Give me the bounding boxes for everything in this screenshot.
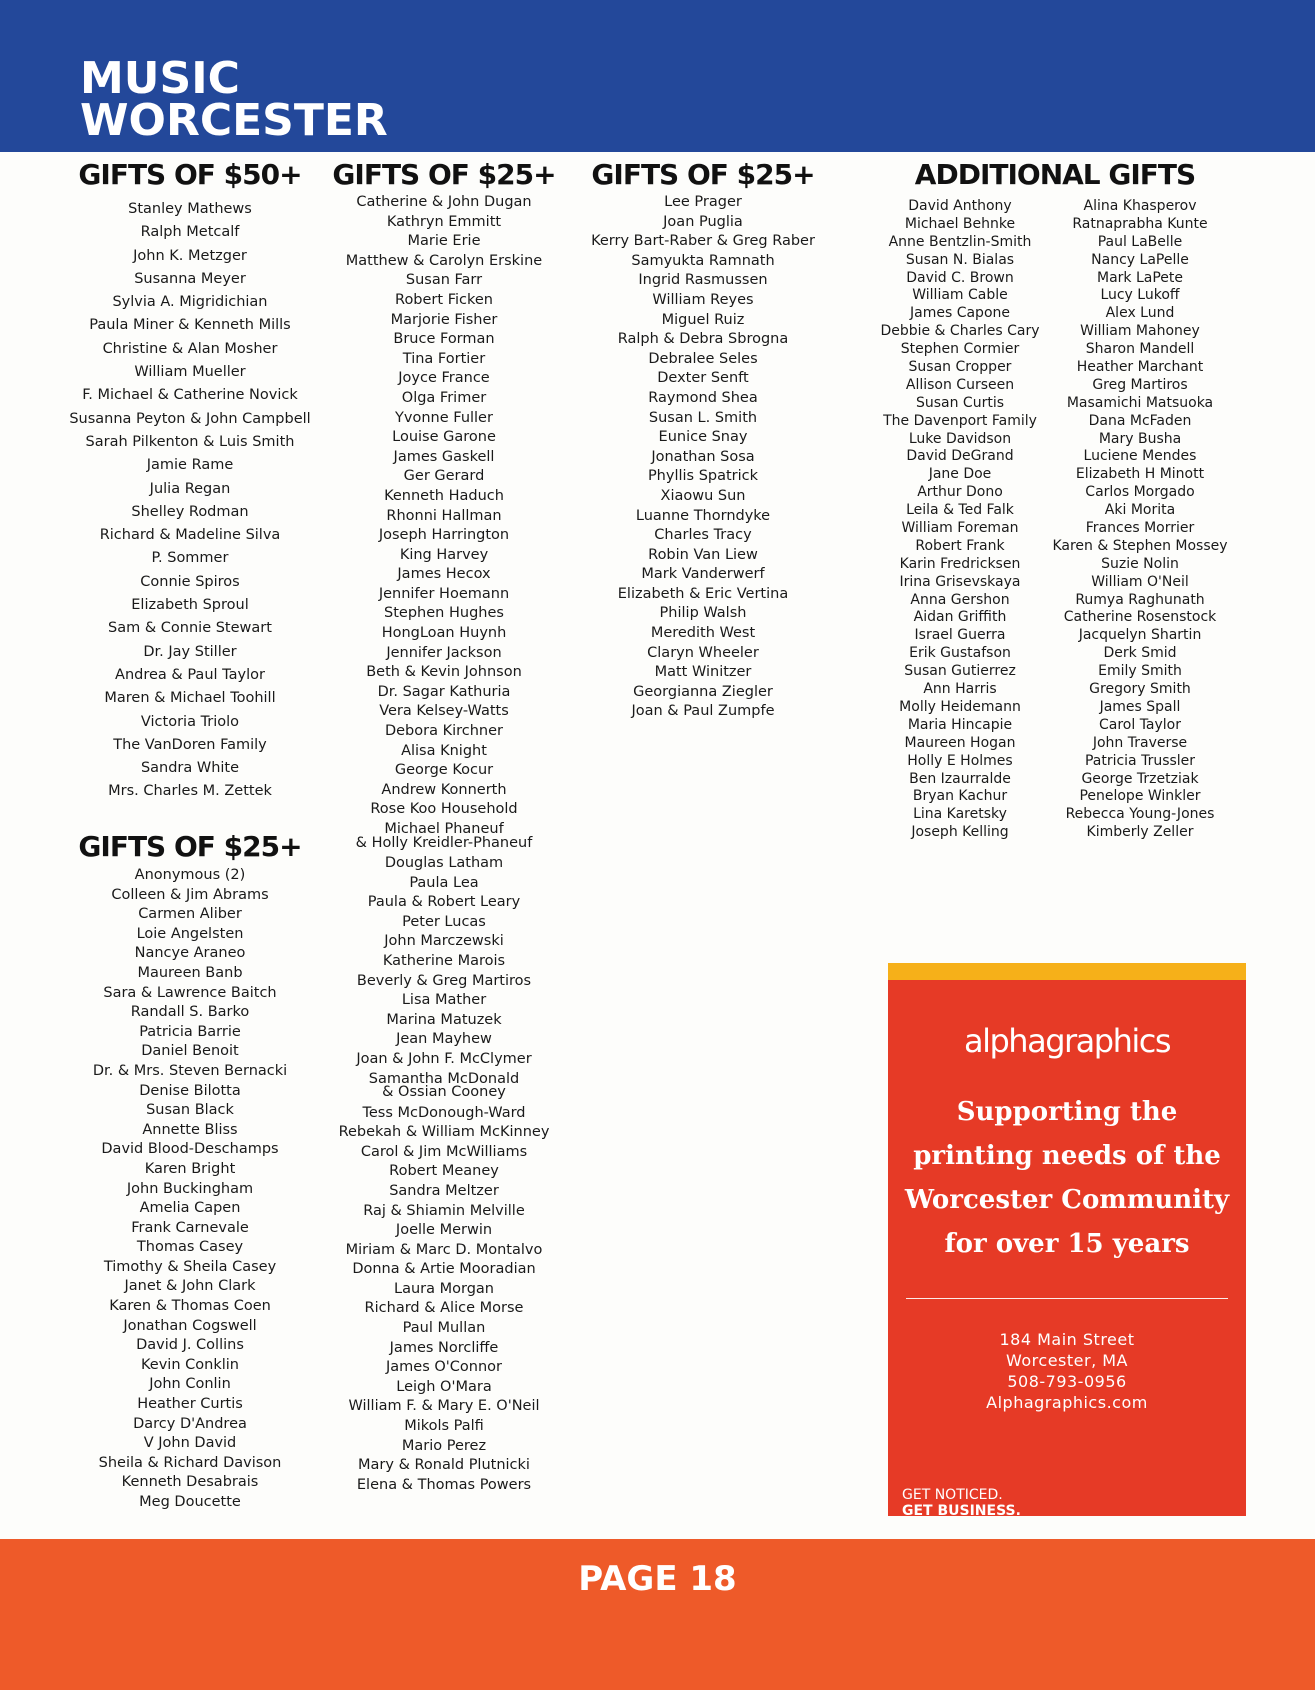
donor-name: Ben Izaurralde (909, 770, 1011, 787)
donor-name: Meg Doucette (139, 1494, 241, 1510)
donor-name: Philip Walsh (659, 605, 747, 622)
donor-name: Sarah Pilkenton & Luis Smith (85, 433, 295, 450)
donor-name: Karen & Thomas Coen (109, 1298, 271, 1315)
donor-name: Mary Busha (1098, 430, 1182, 447)
donor-name: Anonymous (2) (134, 867, 246, 883)
donor-name: Alex Lund (1105, 305, 1175, 322)
donor-name: Joan & Paul Zumpfe (631, 703, 775, 720)
gifts-25-section-b (325, 158, 563, 1495)
donor-name-line: & Holly Kreidler-Phaneuf (355, 834, 533, 851)
donor-name: Joyce France (398, 370, 490, 387)
donor-name: The Davenport Family (883, 412, 1037, 429)
additional-gifts-section (860, 158, 1250, 192)
section-heading: GIFTS OF $50+ (78, 158, 302, 191)
donor-name: Leila & Ted Falk (906, 502, 1014, 519)
donor-name: Ralph & Debra Sbrogna (617, 331, 789, 348)
donor-name: David J. Collins (136, 1337, 244, 1354)
donor-name: Susan N. Bialas (905, 251, 1015, 268)
donor-name: Jonathan Sosa (651, 448, 755, 465)
section-heading: GIFTS OF $25+ (591, 158, 815, 191)
donor-name: Sandra White (140, 760, 240, 777)
donor-name: Susan L. Smith (648, 409, 758, 426)
donor-name: Rebekah & William McKinney (338, 1124, 550, 1141)
donor-name: Heather Curtis (137, 1396, 243, 1413)
donor-name: John K. Metzger (133, 247, 247, 264)
footer-band (0, 1539, 1315, 1690)
donor-name: Karen & Stephen Mossey (1052, 537, 1228, 554)
donor-name: Christine & Alan Mosher (102, 340, 278, 357)
donor-name: Bryan Kachur (912, 788, 1008, 805)
donor-name: Israel Guerra (914, 627, 1006, 644)
donor-name: Shelley Rodman (131, 503, 249, 520)
donor-name: Anne Bentzlin-Smith (888, 233, 1032, 250)
donor-name: Paula & Robert Leary (367, 894, 521, 911)
donor-name: Lisa Mather (401, 992, 487, 1009)
donor-name: Aki Morita (1104, 502, 1176, 519)
donor-name: Joelle Merwin (395, 1222, 493, 1239)
donor-list (1045, 198, 1235, 842)
page-number: PAGE 18 (578, 1559, 737, 1599)
donor-name: Robert Ficken (395, 291, 493, 308)
donor-name: Allison Curseen (905, 376, 1015, 393)
slogan-line1: GET NOTICED. (902, 1487, 1003, 1503)
donor-name: Charles Tracy (654, 527, 752, 544)
donor-name: Mary & Ronald Plutnicki (358, 1457, 530, 1474)
donor-name: Ratnaprabha Kunte (1072, 215, 1208, 232)
donor-name: William Cable (912, 287, 1008, 304)
gifts-50-section (55, 158, 325, 804)
sponsor-tagline (888, 1090, 1246, 1266)
donor-name: Eunice Snay (658, 429, 748, 446)
donor-name: Paul Mullan (402, 1320, 486, 1337)
donor-name: Jane Doe (928, 466, 992, 483)
donor-name: Greg Martiros (1092, 376, 1188, 393)
donor-name: Sheila & Richard Davison (98, 1454, 282, 1471)
donor-name: Alina Khasperov (1083, 198, 1197, 214)
donor-name: HongLoan Huynh (381, 625, 507, 642)
donor-name: Catherine & John Dugan (356, 194, 532, 210)
donor-name: Masamichi Matsuoka (1066, 394, 1214, 411)
sponsor-logo: alphagraphics (963, 1022, 1171, 1060)
donor-name: Derk Smid (1103, 645, 1177, 662)
donor-name: Carlos Morgado (1085, 484, 1195, 501)
donor-name: Susanna Peyton & John Campbell (69, 410, 311, 427)
donor-name: Karen Bright (144, 1160, 236, 1177)
donor-name: Raj & Shiamin Melville (363, 1202, 525, 1219)
donor-name: Molly Heidemann (899, 698, 1021, 715)
donor-name: Tina Fortier (402, 350, 486, 367)
donor-name: Louise Garone (392, 429, 496, 446)
donor-name: King Harvey (399, 546, 489, 563)
donor-name: David Anthony (908, 198, 1012, 214)
donor-name-line: Michael Phaneuf (384, 821, 504, 837)
donor-name: Peter Lucas (402, 913, 486, 930)
donor-name: Joseph Harrington (378, 527, 510, 544)
donor-name: Loie Angelsten (136, 925, 244, 942)
donor-name: Anna Gershon (910, 591, 1010, 608)
donor-name: Sandra Meltzer (389, 1182, 499, 1199)
donor-name: Bruce Forman (393, 331, 495, 348)
donor-name: William F. & Mary E. O'Neil (348, 1398, 540, 1415)
donor-name: John Conlin (149, 1376, 231, 1393)
donor-name: Julia Regan (149, 480, 231, 497)
donor-name-line: Samantha McDonald (368, 1070, 520, 1087)
donor-name: Dr. & Mrs. Steven Bernacki (92, 1062, 288, 1079)
donor-name: Patricia Barrie (139, 1023, 241, 1040)
donor-name: Elizabeth H Minott (1075, 466, 1205, 483)
donor-name: Maureen Hogan (904, 734, 1016, 751)
donor-name: Kathryn Emmitt (386, 213, 502, 230)
donor-name: Paula Lea (409, 874, 479, 891)
donor-name: Luke Davidson (908, 430, 1012, 447)
donor-name: Suzie Nolin (1101, 555, 1179, 572)
donor-name: Rhonni Hallman (386, 507, 502, 524)
donor-name: Joan Puglia (663, 213, 743, 230)
org-name-line1: MUSIC (80, 53, 240, 104)
donor-name: Ann Harris (923, 681, 997, 698)
donor-name: Jean Mayhew (396, 1031, 492, 1048)
donor-name: John Buckingham (126, 1180, 254, 1197)
donor-name: Mark Vanderwerf (641, 566, 765, 583)
donor-name: Catherine Rosenstock (1063, 609, 1217, 626)
donor-name: Robin Van Liew (648, 546, 758, 563)
donor-name: Connie Spiros (140, 573, 240, 590)
donor-name: Lee Prager (664, 194, 742, 210)
donor-name: Denise Bilotta (139, 1082, 241, 1099)
donor-name: Jamie Rame (146, 457, 234, 474)
donor-name: Carmen Aliber (138, 906, 242, 923)
donor-list (585, 193, 821, 722)
donor-name: Kenneth Desabrais (121, 1474, 259, 1491)
donor-list (55, 198, 325, 804)
donor-name: Marina Matuzek (386, 1011, 502, 1028)
donor-name: Kerry Bart-Raber & Greg Raber (591, 233, 815, 250)
tagline-line: printing needs of the (913, 1141, 1221, 1171)
donor-name: Tess McDonough-Ward (362, 1104, 526, 1121)
header-band (0, 0, 1315, 152)
donor-name: Ger Gerard (403, 468, 485, 485)
donor-name: Debbie & Charles Cary (880, 323, 1040, 340)
donor-name: Laura Morgan (394, 1280, 494, 1297)
donor-name: Holly E Holmes (907, 752, 1013, 769)
donor-name: Susan Cropper (908, 359, 1012, 376)
donor-name: William O'Neil (1091, 573, 1189, 590)
donor-name: Frank Carnevale (131, 1219, 249, 1236)
donor-name: Penelope Winkler (1079, 788, 1201, 805)
donor-name: Annette Bliss (142, 1121, 238, 1138)
donor-name: Stanley Mathews (128, 201, 252, 217)
address-line: Worcester, MA (1006, 1351, 1128, 1370)
donor-name: David Blood-Deschamps (101, 1141, 279, 1158)
donor-name: Timothy & Sheila Casey (103, 1258, 277, 1275)
additional-gifts-column-left (865, 198, 1055, 842)
donor-name: Ralph Metcalf (140, 224, 240, 241)
donor-name: Miriam & Marc D. Montalvo (345, 1241, 543, 1258)
donor-name: Vera Kelsey-Watts (379, 703, 509, 720)
donor-name: Frances Morrier (1085, 520, 1195, 537)
donor-name: William Foreman (901, 520, 1019, 537)
donor-name: Yvonne Fuller (395, 409, 493, 426)
donor-name: Jennifer Hoemann (378, 585, 510, 602)
org-wordmark (80, 53, 480, 146)
donor-list (325, 193, 563, 1495)
donor-name: Debora Kirchner (384, 723, 504, 740)
donor-name: Rumya Raghunath (1075, 591, 1205, 608)
donor-name: Meredith West (650, 625, 756, 642)
tagline-line: Supporting the (956, 1097, 1178, 1127)
donor-name: Samyukta Ramnath (631, 252, 775, 269)
donor-name: Maria Hincapie (907, 716, 1013, 733)
donor-name: Alisa Knight (401, 742, 487, 759)
donor-name: Rose Koo Household (370, 801, 518, 818)
donor-name: Jennifer Jackson (386, 644, 502, 661)
donor-name: John Marczewski (384, 933, 504, 950)
donor-name: Mario Perez (401, 1437, 487, 1454)
donor-name: William Mahoney (1080, 323, 1200, 340)
donor-name: Mikols Palfi (404, 1418, 484, 1435)
donor-name: Karin Fredricksen (899, 555, 1021, 572)
donor-name: Lina Karetsky (913, 806, 1007, 823)
address-line: 184 Main Street (999, 1330, 1135, 1349)
donor-name: Richard & Alice Morse (364, 1300, 524, 1317)
donor-name: Stephen Cormier (900, 341, 1020, 358)
donor-name: Randall S. Barko (130, 1004, 250, 1021)
donor-name: Daniel Benoit (141, 1043, 239, 1060)
donor-name: Paul LaBelle (1097, 233, 1183, 250)
donor-name: Leigh O'Mara (396, 1378, 492, 1395)
donor-name: Richard & Madeline Silva (99, 527, 281, 544)
donor-name: William Reyes (652, 291, 754, 308)
donor-name: Jonathan Cogswell (123, 1317, 257, 1334)
donor-name: Donna & Artie Mooradian (352, 1261, 536, 1278)
donor-name: Luanne Thorndyke (635, 507, 771, 524)
donor-name: Lucy Lukoff (1100, 287, 1180, 304)
donor-name: Victoria Triolo (140, 713, 240, 730)
donor-name: Katherine Marois (382, 952, 506, 969)
donor-name: P. Sommer (151, 550, 229, 567)
donor-name: Georgianna Ziegler (633, 683, 773, 700)
donor-name: Claryn Wheeler (647, 644, 759, 661)
donor-name: Erik Gustafson (909, 645, 1011, 662)
donor-name: Sharon Mandell (1085, 341, 1195, 358)
donor-name: Susanna Meyer (134, 270, 246, 287)
donor-name: Olga Frimer (401, 389, 487, 406)
donor-name: Dr. Sagar Kathuria (377, 683, 511, 700)
divider (906, 1298, 1228, 1299)
website-link[interactable]: Alphagraphics.com (986, 1393, 1148, 1412)
donor-name: James Norcliffe (389, 1339, 499, 1356)
donor-name: Elena & Thomas Powers (356, 1476, 532, 1493)
donor-name: Jacquelyn Shartin (1078, 627, 1202, 644)
donor-name: Gregory Smith (1089, 681, 1191, 698)
donor-name: Irina Grisevskaya (899, 573, 1021, 590)
donor-name: James O'Connor (386, 1359, 502, 1376)
donor-name: Janet & John Clark (124, 1278, 256, 1295)
gifts-25-section-c (585, 158, 821, 722)
donor-name: Amelia Capen (139, 1200, 241, 1217)
donor-name: David DeGrand (906, 448, 1014, 465)
donor-name: Debralee Seles (648, 350, 758, 367)
donor-name: Kimberly Zeller (1086, 824, 1194, 841)
donor-name: James Spall (1099, 698, 1181, 715)
donor-name: Phyllis Spatrick (647, 468, 759, 485)
donor-name: Dexter Senft (657, 370, 749, 387)
donor-name: Heather Marchant (1076, 359, 1204, 376)
donor-name: The VanDoren Family (113, 736, 267, 753)
donor-name: Rebecca Young-Jones (1065, 806, 1215, 823)
donor-name: Robert Frank (915, 537, 1005, 554)
donor-name: Emily Smith (1098, 663, 1182, 680)
donor-name: Paula Miner & Kenneth Mills (89, 317, 291, 334)
donor-name: Xiaowu Sun (660, 487, 746, 504)
sponsor-address (888, 1329, 1246, 1413)
donor-name: Maren & Michael Toohill (104, 690, 276, 707)
donor-name: Ingrid Rasmussen (638, 272, 768, 289)
donor-name: Beverly & Greg Martiros (356, 972, 532, 989)
donor-name: Sara & Lawrence Baitch (103, 984, 277, 1001)
donor-name-line: & Ossian Cooney (382, 1084, 506, 1101)
donor-name: William Mueller (134, 364, 246, 381)
donor-name: Carol Taylor (1098, 716, 1182, 733)
donor-name: Andrea & Paul Taylor (115, 666, 265, 683)
gifts-25-section-a (55, 830, 325, 1513)
donor-name: Raymond Shea (648, 389, 758, 406)
donor-name: Robert Meaney (389, 1163, 499, 1180)
donor-name: John Traverse (1092, 734, 1188, 751)
donor-name: Joan & John F. McClymer (356, 1050, 532, 1067)
slogan-line2: GET BUSINESS. (902, 1503, 1021, 1519)
donor-name: Maureen Banb (137, 964, 243, 981)
donor-list (55, 866, 325, 1513)
donor-name (325, 820, 563, 854)
donor-name: Arthur Dono (917, 484, 1003, 501)
donor-name: Sylvia A. Migridichian (112, 294, 268, 311)
donor-name: David C. Brown (906, 269, 1014, 286)
donor-name: Kevin Conklin (141, 1356, 239, 1373)
section-heading: GIFTS OF $25+ (78, 830, 302, 863)
section-heading: ADDITIONAL GIFTS (914, 158, 1196, 191)
donor-name: Susan Farr (405, 272, 483, 289)
phone-number: 508-793-0956 (1007, 1372, 1127, 1391)
donor-name: Matt Winitzer (654, 664, 752, 681)
donor-name: George Kocur (394, 762, 494, 779)
donor-name: F. Michael & Catherine Novick (82, 387, 298, 404)
section-heading: GIFTS OF $25+ (332, 158, 556, 191)
donor-name: Susan Gutierrez (904, 663, 1016, 680)
donor-name: Matthew & Carolyn Erskine (345, 252, 543, 269)
donor-name: Colleen & Jim Abrams (111, 886, 269, 903)
tagline-line: for over 15 years (944, 1229, 1190, 1259)
additional-gifts-column-right (1045, 198, 1235, 842)
donor-name: Darcy D'Andrea (133, 1415, 247, 1432)
donor-name: Michael Behnke (904, 215, 1016, 232)
donor-name (325, 1070, 563, 1104)
donor-name: Joseph Kelling (911, 824, 1009, 841)
donor-name: Luciene Mendes (1083, 448, 1197, 465)
donor-name: Susan Black (146, 1102, 234, 1119)
donor-name: Sam & Connie Stewart (108, 620, 272, 637)
donor-name: Andrew Konnerth (381, 781, 507, 798)
donor-name: James Gaskell (393, 448, 495, 465)
donor-name: James Hecox (397, 566, 491, 583)
donor-name: Susan Curtis (915, 394, 1005, 411)
donor-name: Kenneth Haduch (384, 487, 504, 504)
donor-name: Patricia Trussler (1084, 752, 1196, 769)
donor-name: Miguel Ruiz (661, 311, 745, 328)
donor-name: Dr. Jay Stiller (143, 643, 237, 660)
donor-name: Douglas Latham (384, 855, 504, 871)
donor-name: Mrs. Charles M. Zettek (108, 783, 272, 800)
donor-name: Mark LaPete (1096, 269, 1183, 286)
donor-name: Elizabeth & Eric Vertina (617, 585, 789, 602)
donor-list (865, 198, 1055, 842)
donor-name: Dana McFaden (1088, 412, 1192, 429)
donor-name: V John David (143, 1435, 237, 1452)
donor-name: Stephen Hughes (384, 605, 504, 622)
donor-name: Marjorie Fisher (390, 311, 498, 328)
donor-name: Nancye Araneo (134, 945, 246, 962)
donor-name: Nancy LaPelle (1091, 251, 1189, 268)
org-name-line2: WORCESTER (80, 95, 388, 146)
donor-name: Aidan Griffith (913, 609, 1007, 626)
donor-name: Marie Erie (407, 233, 481, 250)
donor-name: George Trzetziak (1081, 770, 1199, 787)
sponsor-ad (888, 963, 1246, 1519)
donor-name: Thomas Casey (136, 1239, 244, 1256)
donor-name: Beth & Kevin Johnson (366, 664, 522, 681)
donor-name: Elizabeth Sproul (131, 597, 249, 614)
donor-name: Carol & Jim McWilliams (360, 1143, 528, 1160)
donor-name: James Capone (910, 305, 1010, 322)
tagline-line: Worcester Community (904, 1185, 1230, 1215)
